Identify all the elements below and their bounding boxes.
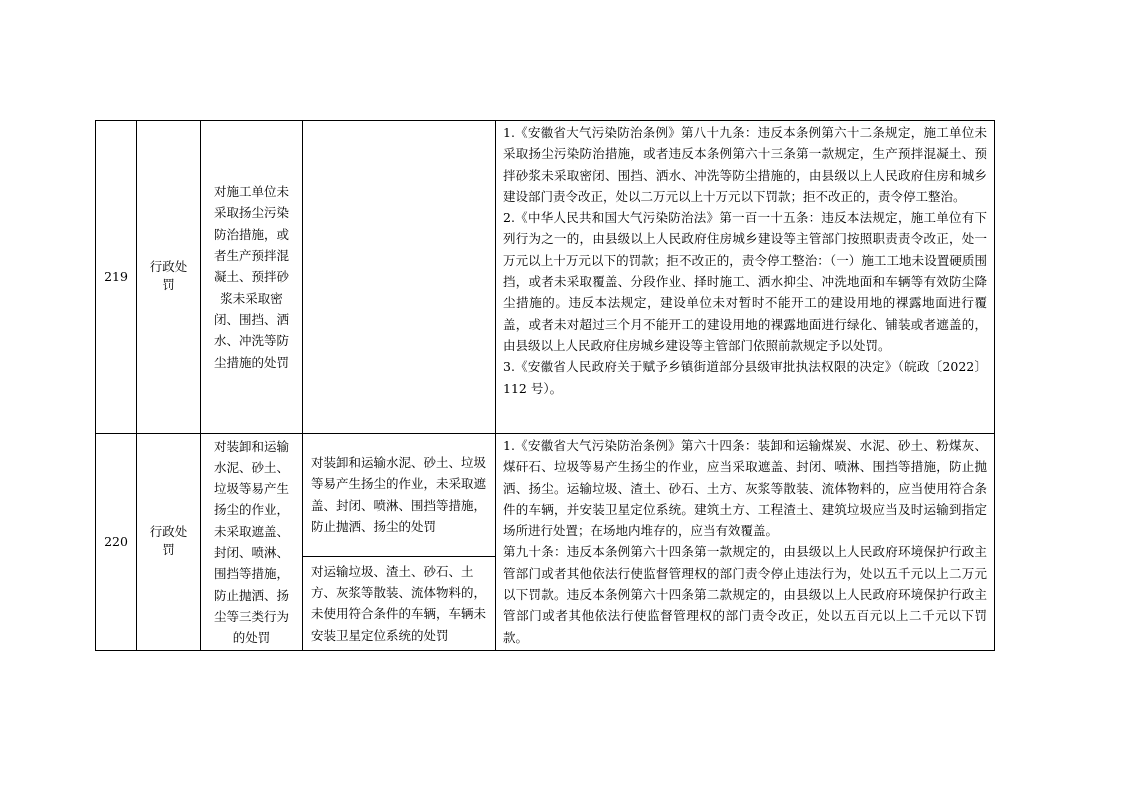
legal-basis-cell	[496, 121, 995, 434]
legal-basis-paragraph: 1.《安徽省大气污染防治条例》第八十九条：违反本条例第六十二条规定，施工单位未采取扬尘污染防治措施，或者违反本条例第六十三条第一款规定，生产预拌混凝土、预拌砂浆未采取密闭、围挡、洒水、冲洗等防尘措施的，由县级以上人民政府住房和城乡建设部门责令改正，处以二万元以上十万元以下罚款；拒不改正的，责令停工整治。	[503, 125, 987, 204]
legal-basis-paragraph: 第九十条：违反本条例第六十四条第一款规定的，由县级以上人民政府环境保护行政主管部门或者其他依法行使监督管理权的部门责令停止违法行为，处以五千元以上二万元以下罚款。违反本条例第六十四条第二款规定的，由县级以上人民政府环境保护行政主管部门或者其他依法行使监督管理权的部门责令改正，处以五百元以上二千元以下罚款。	[503, 544, 987, 645]
table-row	[96, 121, 995, 434]
item-cell	[201, 434, 303, 651]
category-cell	[137, 121, 201, 434]
table-row	[96, 434, 995, 557]
category-label: 行政处罚	[149, 259, 188, 293]
item-text: 对装卸和运输水泥、砂土、垃圾等易产生扬尘的作业，未采取遮盖、封闭、喷淋、围挡等措施，防止抛洒、扬尘等三类行为的处罚	[213, 438, 289, 646]
item-text: 对施工单位未采取扬尘污染防治措施，或者生产预拌混凝土、预拌砂浆未采取密闭、围挡、洒水、冲洗等防尘措施的处罚	[213, 184, 289, 370]
penalty-table	[95, 120, 995, 651]
row-number: 220	[96, 434, 137, 651]
category-label: 行政处罚	[149, 524, 188, 558]
category-cell	[137, 434, 201, 651]
sub-item-cell	[303, 121, 496, 434]
sub-item-cell: 对装卸和运输水泥、砂土、垃圾等易产生扬尘的作业，未采取遮盖、封闭、喷淋、围挡等措施，防止抛洒、扬尘的处罚	[303, 434, 496, 557]
legal-basis-paragraph: 2.《中华人民共和国大气污染防治法》第一百一十五条：违反本法规定，施工单位有下列行为之一的，由县级以上人民政府住房城乡建设等主管部门按照职责责令改正，处一万元以上十万元以下的罚款；拒不改正的，责令停工整治：（一）施工工地未设置硬质围挡，或者未采取覆盖、分段作业、择时施工、洒水抑尘、冲洗地面和车辆等有效防尘降尘措施的。违反本法规定，建设单位未对暂时不能开工的建设用地的裸露地面进行覆盖，或者未对超过三个月不能开工的建设用地的裸露地面进行绿化、铺装或者遮盖的，由县级以上人民政府住房城乡建设等主管部门依照前款规定予以处罚。	[503, 210, 987, 353]
legal-basis-cell	[496, 434, 995, 651]
sub-item-cell: 对运输垃圾、渣土、砂石、土方、灰浆等散装、流体物料的，未使用符合条件的车辆，车辆未安装卫星定位系统的处罚	[303, 556, 496, 650]
legal-basis-paragraph: 3.《安徽省人民政府关于赋予乡镇街道部分县级审批执法权限的决定》（皖政〔2022〕112 号）。	[503, 359, 987, 396]
row-number: 219	[96, 121, 137, 434]
legal-basis-paragraph: 1.《安徽省大气污染防治条例》第六十四条：装卸和运输煤炭、水泥、砂土、粉煤灰、煤矸石、垃圾等易产生扬尘的作业，应当采取遮盖、封闭、喷淋、围挡等措施，防止抛洒、扬尘。运输垃圾、渣土、砂石、土方、灰浆等散装、流体物料的，应当使用符合条件的车辆，并安装卫星定位系统。建筑土方、工程渣土、建筑垃圾应当及时运输到指定场所进行处置；在场地内堆存的，应当有效覆盖。	[503, 438, 987, 539]
item-cell	[201, 121, 303, 434]
